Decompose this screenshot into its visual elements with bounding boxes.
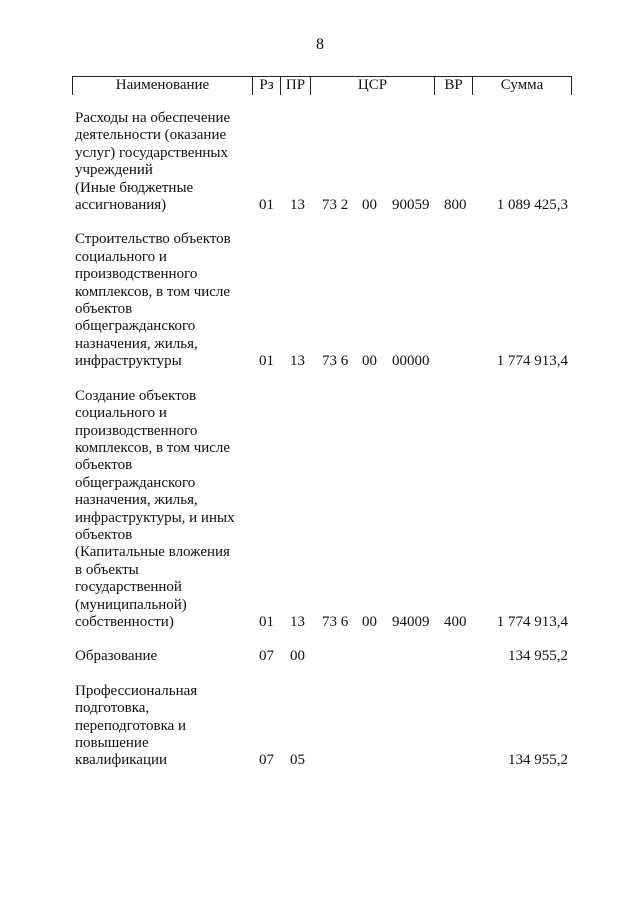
row-csr-direction: 94009 bbox=[392, 613, 430, 630]
row-rz: 01 bbox=[259, 353, 274, 370]
row-vr: 800 bbox=[444, 197, 467, 214]
table-row bbox=[75, 388, 575, 632]
table-row bbox=[75, 110, 575, 214]
row-rz: 07 bbox=[259, 752, 274, 769]
row-sum: 1 774 913,4 bbox=[496, 353, 568, 370]
table-row bbox=[75, 231, 575, 370]
row-vr: 400 bbox=[444, 613, 467, 630]
row-csr-program: 73 6 bbox=[322, 353, 349, 370]
row-name: Строительство объектов социального и производственного комплексов, в том числе объектов общегражданского назначения, жилья, инфраструктуры bbox=[75, 231, 231, 370]
row-pr: 05 bbox=[290, 752, 305, 769]
row-sum: 1 089 425,3 bbox=[496, 197, 568, 214]
row-sum: 134 955,2 bbox=[508, 648, 568, 665]
header-pr: ПР bbox=[281, 77, 311, 95]
row-name: Создание объектов социального и производственного комплексов, в том числе объектов общегражданского назначения, жилья, инфраструктуры, и иных объектов (Капитальные вложения в объекты государственной (муниципальной) собственности) bbox=[75, 387, 235, 630]
row-csr-program: 73 6 bbox=[322, 613, 349, 630]
row-sum: 1 774 913,4 bbox=[496, 613, 568, 630]
row-values bbox=[75, 197, 575, 214]
table-row bbox=[75, 683, 575, 770]
row-csr-subprogram: 00 bbox=[362, 197, 377, 214]
page-number: 8 bbox=[316, 36, 324, 53]
row-sum: 134 955,2 bbox=[508, 752, 568, 769]
row-values bbox=[75, 614, 575, 631]
row-csr-subprogram: 00 bbox=[362, 353, 377, 370]
row-csr-subprogram: 00 bbox=[362, 613, 377, 630]
table-body bbox=[75, 110, 575, 787]
row-csr-direction: 90059 bbox=[392, 197, 430, 214]
row-csr-direction: 00000 bbox=[392, 353, 430, 370]
row-pr: 13 bbox=[290, 613, 305, 630]
row-values bbox=[75, 752, 575, 769]
table-header bbox=[72, 76, 572, 95]
row-pr: 13 bbox=[290, 353, 305, 370]
row-rz: 01 bbox=[259, 613, 274, 630]
header-vr: ВР bbox=[435, 77, 473, 95]
row-rz: 01 bbox=[259, 197, 274, 214]
row-name: Расходы на обеспечение деятельности (оказание услуг) государственных учреждений (Иные бюджетные ассигнования) bbox=[75, 110, 231, 214]
header-csr: ЦСР bbox=[311, 77, 435, 95]
row-values bbox=[75, 648, 575, 665]
row-name: Образование bbox=[75, 648, 158, 665]
row-pr: 13 bbox=[290, 197, 305, 214]
header-rz: Рз bbox=[253, 77, 281, 95]
row-pr: 00 bbox=[290, 648, 305, 665]
row-csr-program: 73 2 bbox=[322, 197, 349, 214]
header-name: Наименование bbox=[73, 77, 253, 95]
row-name: Профессиональная подготовка, переподготовка и повышение квалификации bbox=[75, 682, 198, 769]
row-values bbox=[75, 353, 575, 370]
table-row bbox=[75, 648, 575, 665]
header-sum: Сумма bbox=[500, 77, 544, 93]
row-rz: 07 bbox=[259, 648, 274, 665]
